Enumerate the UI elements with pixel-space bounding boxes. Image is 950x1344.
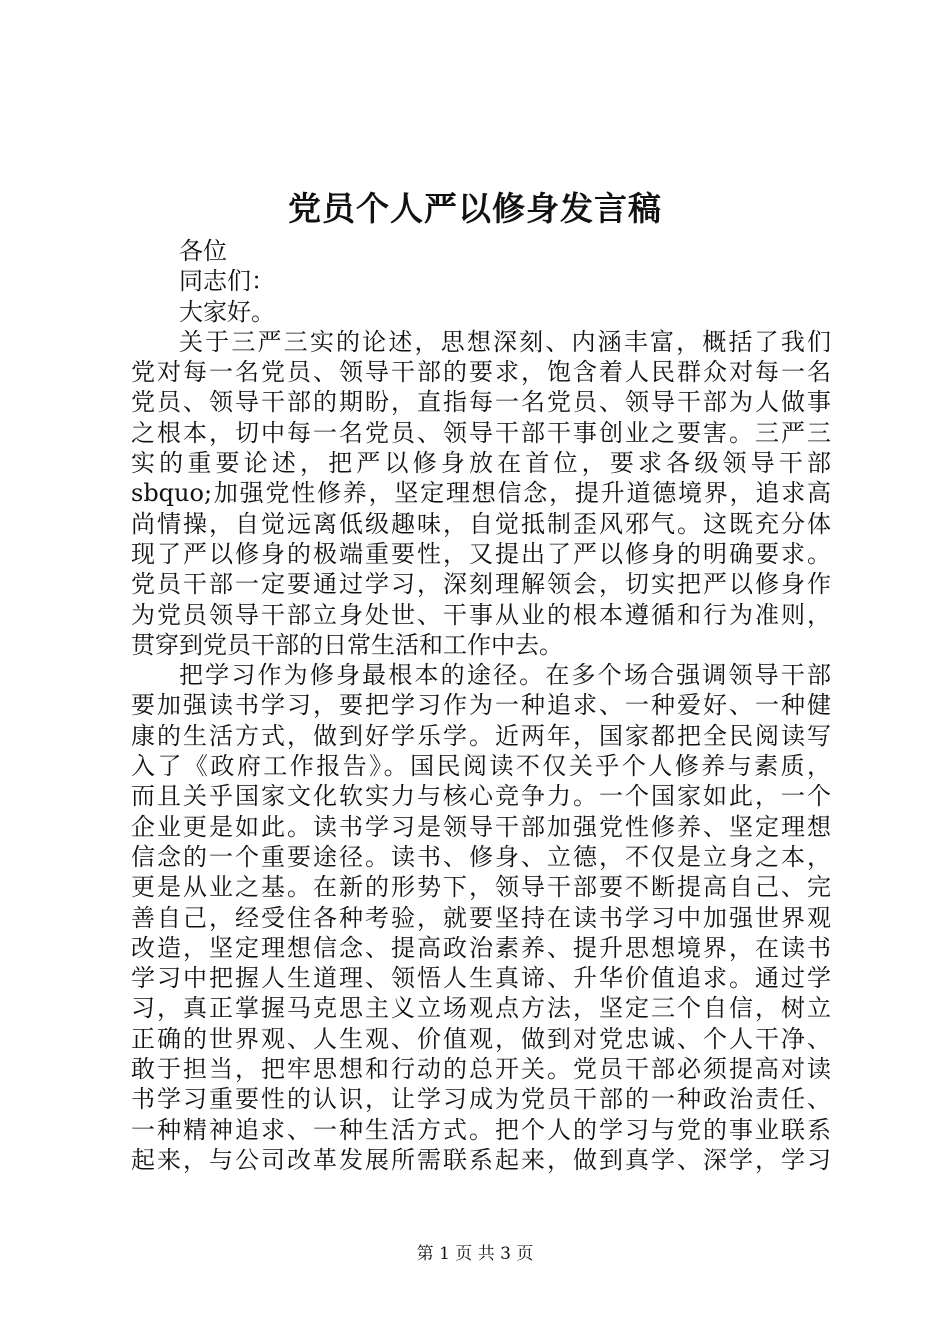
paragraph-line: 敢于担当，把牢思想和行动的总开关。党员干部必须提高对读 — [131, 1055, 831, 1084]
paragraph-line: 尚情操，自觉远离低级趣味，自觉抵制歪风邪气。这既充分体 — [131, 509, 831, 538]
paragraph-line: 党对每一名党员、领导干部的要求，饱含着人民群众对每一名 — [131, 358, 831, 387]
paragraph-line: 关于三严三实的论述，思想深刻、内涵丰富，概括了我们 — [179, 327, 831, 356]
paragraph-line: 要加强读书学习，要把学习作为一种追求、一种爱好、一种健 — [131, 691, 831, 720]
paragraph-line: 把学习作为修身最根本的途径。在多个场合强调领导干部 — [179, 661, 831, 690]
greeting-line: 同志们： — [179, 267, 275, 296]
paragraph-line: 之根本，切中每一名党员、领导干部干事创业之要害。三严三 — [131, 418, 831, 447]
paragraph-2 — [131, 660, 831, 1175]
paragraph-line: 为党员领导干部立身处世、干事从业的根本遵循和行为准则， — [131, 600, 831, 629]
paragraph-line: 入了《政府工作报告》。国民阅读不仅关乎个人修养与素质， — [131, 752, 831, 781]
document-body — [131, 236, 831, 1175]
paragraph-line: 现了严以修身的极端重要性，又提出了严以修身的明确要求。 — [131, 539, 831, 568]
paragraph-line: 改造，坚定理想信念、提高政治素养、提升思想境界，在读书 — [131, 933, 831, 962]
paragraph-line: 康的生活方式，做到好学乐学。近两年，国家都把全民阅读写 — [131, 721, 831, 750]
greeting-line: 各位 — [179, 237, 227, 265]
paragraph-line: sbquo;加强党性修养，坚定理想信念，提升道德境界，追求高 — [131, 479, 831, 508]
paragraph-line: 更是从业之基。在新的形势下，领导干部要不断提高自己、完 — [131, 873, 831, 902]
paragraph-line: 党员干部一定要通过学习，深刻理解领会，切实把严以修身作 — [131, 570, 831, 599]
paragraph-line: 贯穿到党员干部的日常生活和工作中去。 — [131, 630, 563, 659]
paragraph-1 — [131, 327, 831, 660]
paragraph-line: 起来，与公司改革发展所需联系起来，做到真学、深学，学习 — [131, 1145, 831, 1174]
paragraph-line: 书学习重要性的认识，让学习成为党员干部的一种政治责任、 — [131, 1085, 831, 1114]
greeting-line: 大家好。 — [179, 297, 275, 326]
paragraph-line: 企业更是如此。读书学习是领导干部加强党性修养、坚定理想 — [131, 812, 831, 841]
paragraph-line: 正确的世界观、人生观、价值观，做到对党忠诚、个人干净、 — [131, 1024, 831, 1053]
paragraph-line: 一种精神追求、一种生活方式。把个人的学习与党的事业联系 — [131, 1115, 831, 1144]
paragraph-line: 党员、领导干部的期盼，直指每一名党员、领导干部为人做事 — [131, 388, 831, 417]
paragraph-line: 学习中把握人生道理、领悟人生真谛、升华价值追求。通过学 — [131, 964, 831, 993]
paragraph-line: 而且关乎国家文化软实力与核心竞争力。一个国家如此，一个 — [131, 782, 831, 811]
page-footer: 第 1 页 共 3 页 — [416, 1244, 534, 1264]
paragraph-line: 习，真正掌握马克思主义立场观点方法，坚定三个自信，树立 — [131, 994, 831, 1023]
paragraph-line: 信念的一个重要途径。读书、修身、立德，不仅是立身之本， — [131, 842, 831, 871]
document-title: 党员个人严以修身发言稿 — [288, 189, 662, 228]
paragraph-line: 实的重要论述，把严以修身放在首位，要求各级领导干部 — [131, 449, 831, 478]
paragraph-line: 善自己，经受住各种考验，就要坚持在读书学习中加强世界观 — [131, 903, 831, 932]
